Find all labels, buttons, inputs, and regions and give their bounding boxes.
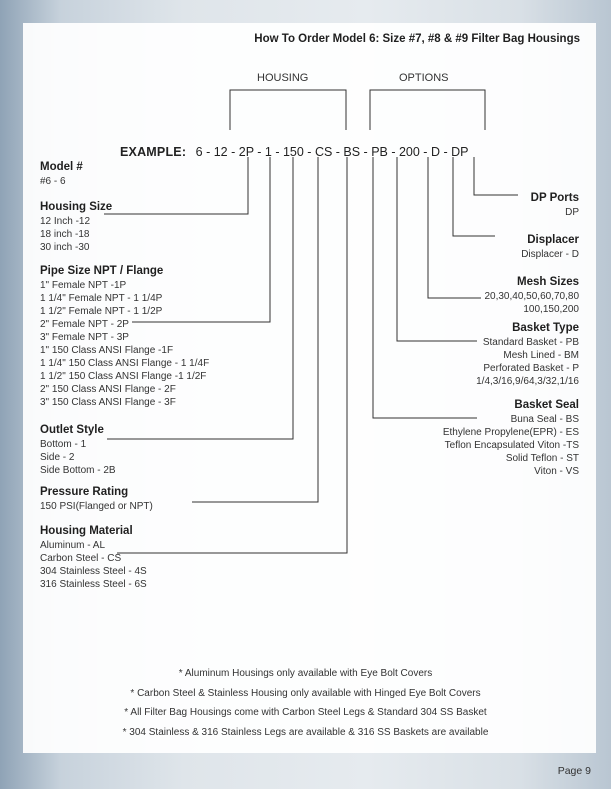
section-item: 30 inch -30 [40,242,90,253]
example-code: 6 - 12 - 2P - 1 - 150 - CS - BS - PB - 200 - D - DP [195,145,469,159]
notes [0,664,611,742]
section-item: 304 Stainless Steel - 4S [40,566,147,577]
section-heading: Basket Seal [514,399,579,411]
options-group-label: OPTIONS [399,72,449,84]
section-item: 150 PSI(Flanged or NPT) [40,501,153,512]
section-item: 1 1/2" Female NPT - 1 1/2P [40,306,163,317]
note: * All Filter Bag Housings come with Carbon Steel Legs & Standard 304 SS Basket [124,707,487,718]
section-heading: Model # [40,161,83,173]
housing-bracket [230,90,346,130]
section-item: Mesh Lined - BM [503,350,579,361]
section-item: Buna Seal - BS [510,414,579,425]
section-item: Displacer - D [521,249,579,260]
section-heading: Outlet Style [40,424,104,436]
section-heading: Basket Type [512,322,579,334]
options-bracket [370,90,485,130]
section-item: 2" Female NPT - 2P [40,319,129,330]
section-item: 3" 150 Class ANSI Flange - 3F [40,397,176,408]
example-label: EXAMPLE: [120,145,187,159]
section-item: Teflon Encapsulated Viton -TS [444,440,579,451]
section-item: Solid Teflon - ST [505,453,579,464]
section-item: 18 inch -18 [40,229,90,240]
line-dp-ports [474,157,518,195]
line-pipe-size [132,157,270,322]
section-item: Ethylene Propylene(EPR) - ES [442,427,579,438]
section-item: Side - 2 [40,452,75,463]
section-item: 100,150,200 [523,304,579,315]
line-housing-material [117,157,347,553]
line-pressure-rating [192,157,318,502]
section-item: #6 - 6 [40,176,66,187]
section-heading: DP Ports [530,192,579,204]
section-item: 1" Female NPT -1P [40,280,127,291]
line-basket-seal [373,157,477,418]
section-heading: Pressure Rating [40,486,129,498]
section-item: Aluminum - AL [40,540,106,551]
line-mesh-sizes [428,157,481,298]
housing-group-label: HOUSING [257,72,309,84]
section-item: Viton - VS [534,466,579,477]
page-number: Page 9 [557,765,591,777]
section-item: Perforated Basket - P [483,363,579,374]
section-item: 20,30,40,50,60,70,80 [484,291,579,302]
section-item: DP [565,207,579,218]
section-heading: Housing Size [40,201,113,213]
section-item: Carbon Steel - CS [40,553,122,564]
section-item: Bottom - 1 [40,439,87,450]
section-item: 1" 150 Class ANSI Flange -1F [40,345,174,356]
note: * Aluminum Housings only available with Eye Bolt Covers [178,668,433,679]
section-item: 12 Inch -12 [40,216,91,227]
section-heading: Mesh Sizes [517,276,579,288]
note: * Carbon Steel & Stainless Housing only available with Hinged Eye Bolt Covers [130,687,481,699]
section-heading: Pipe Size NPT / Flange [40,265,164,277]
section-item: 2" 150 Class ANSI Flange - 2F [40,384,176,395]
section-heading: Housing Material [40,525,133,537]
section-item: 316 Stainless Steel - 6S [40,579,147,590]
line-basket-type [397,157,477,341]
line-outlet-style [107,157,293,439]
section-item: Side Bottom - 2B [40,465,116,476]
section-item: 1 1/4" Female NPT - 1 1/4P [40,293,163,304]
section-item: 1 1/2" 150 Class ANSI Flange -1 1/2F [40,371,207,382]
section-item: 1 1/4" 150 Class ANSI Flange - 1 1/4F [40,358,210,369]
section-item: 1/4,3/16,9/64,3/32,1/16 [476,376,579,387]
note: * 304 Stainless & 316 Stainless Legs are available & 316 SS Baskets are available [122,726,489,738]
page-title: How To Order Model 6: Size #7, #8 & #9 Filter Bag Housings [254,33,580,45]
section-item: 3" Female NPT - 3P [40,332,129,343]
section-heading: Displacer [527,234,579,246]
section-item: Standard Basket - PB [482,337,579,348]
line-housing-size [104,157,248,214]
